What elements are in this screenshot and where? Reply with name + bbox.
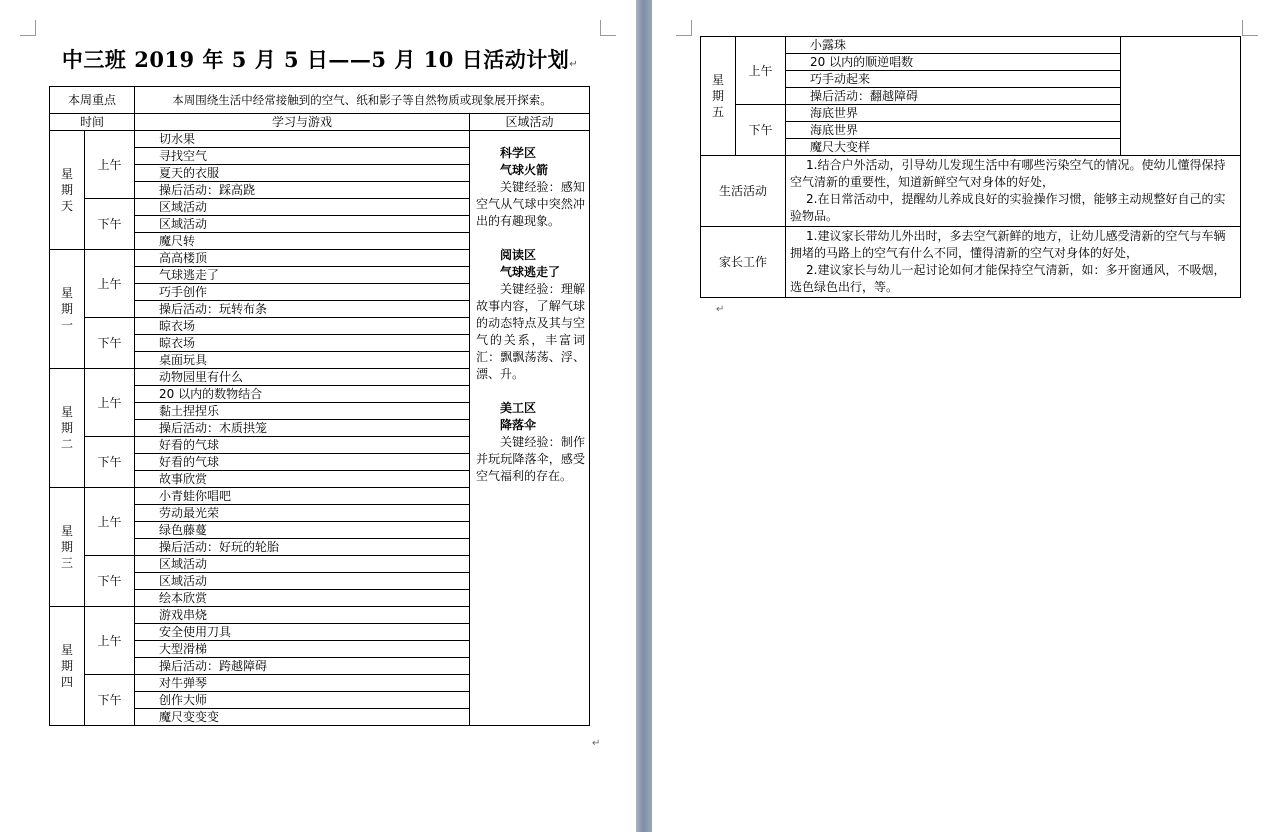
area-experience: 关键经验：感知空气从气球中突然冲出的有趣现象。 bbox=[476, 180, 586, 228]
crop-mark-top-right-2 bbox=[1242, 20, 1258, 36]
activity-cell: 对牛弹琴 bbox=[135, 675, 470, 692]
crop-mark-top-left-2 bbox=[676, 20, 692, 36]
activity-cell: 操后活动：跨越障碍 bbox=[135, 658, 470, 675]
end-mark: ↵ bbox=[592, 738, 601, 749]
am-label: 上午 bbox=[85, 250, 135, 318]
parent-content bbox=[786, 227, 1241, 298]
pm-label: 下午 bbox=[85, 318, 135, 369]
crop-mark-top-left bbox=[20, 20, 36, 36]
activity-cell: 绘本欣赏 bbox=[135, 590, 470, 607]
activity-cell: 魔尺变变变 bbox=[135, 709, 470, 726]
activity-cell: 游戏串烧 bbox=[135, 607, 470, 624]
area-experience: 关键经验：制作并玩玩降落伞，感受空气福利的存在。 bbox=[476, 435, 586, 483]
activity-cell: 晾衣场 bbox=[135, 335, 470, 352]
focus-label: 本周重点 bbox=[50, 87, 135, 114]
area-activity: 降落伞 bbox=[500, 418, 537, 432]
activity-cell: 晾衣场 bbox=[135, 318, 470, 335]
area-name: 美工区 bbox=[500, 401, 537, 415]
activity-cell: 巧手创作 bbox=[135, 284, 470, 301]
activity-cell: 黏土捏捏乐 bbox=[135, 403, 470, 420]
day-label: 星 期 四 bbox=[50, 607, 85, 726]
activity-cell: 寻找空气 bbox=[135, 148, 470, 165]
activity-cell: 魔尺大变样 bbox=[786, 139, 1121, 156]
area-experience: 关键经验：理解故事内容，了解气球的动态特点及其与空气的关系，丰富词汇：飘飘荡荡、浮、漂、升。 bbox=[476, 282, 586, 381]
activity-cell: 区域活动 bbox=[135, 216, 470, 233]
table-row bbox=[50, 131, 590, 148]
spacer bbox=[476, 383, 585, 400]
end-mark-2: ↵ bbox=[716, 304, 725, 315]
area-empty-cell bbox=[1121, 37, 1241, 156]
activity-cell: 20 以内的数物结合 bbox=[135, 386, 470, 403]
table-row bbox=[701, 37, 1241, 54]
activity-cell: 劳动最光荣 bbox=[135, 505, 470, 522]
am-label: 上午 bbox=[85, 369, 135, 437]
activity-cell: 高高楼顶 bbox=[135, 250, 470, 267]
activity-cell: 巧手动起来 bbox=[786, 71, 1121, 88]
life-item-1: 1.结合户外活动，引导幼儿发现生活中有哪些污染空气的情况。使幼儿懂得保持空气清新的重要性，知道新鲜空气对身体的好处， bbox=[790, 158, 1226, 189]
spacer bbox=[476, 230, 585, 247]
activity-cell: 故事欣赏 bbox=[135, 471, 470, 488]
header-learn: 学习与游戏 bbox=[135, 114, 470, 131]
document-page-1 bbox=[0, 0, 636, 832]
pm-label: 下午 bbox=[85, 556, 135, 607]
day-label: 星 期 二 bbox=[50, 369, 85, 488]
life-item-2: 2.在日常活动中，提醒幼儿养成良好的实验操作习惯，能够主动规整好自己的实验物品。 bbox=[790, 192, 1226, 223]
activity-cell: 切水果 bbox=[135, 131, 470, 148]
activity-cell: 动物园里有什么 bbox=[135, 369, 470, 386]
parent-item-1: 1.建议家长带幼儿外出时，多去空气新鲜的地方，让幼儿感受清新的空气与车辆拥堵的马路上的空气有什么不同，懂得清新的空气对身体的好处， bbox=[790, 229, 1226, 260]
area-activity: 气球火箭 bbox=[500, 163, 549, 177]
document-title: 中三班 2019 年 5 月 5 日——5 月 10 日活动计划 ↵ bbox=[50, 44, 590, 74]
day-label: 星 期 天 bbox=[50, 131, 85, 250]
activity-cell: 区域活动 bbox=[135, 573, 470, 590]
parent-item-2: 2.建议家长与幼儿一起讨论如何才能保持空气清新，如：多开窗通风，不吸烟，选色绿色出行，等。 bbox=[790, 263, 1226, 294]
activity-cell: 好看的气球 bbox=[135, 437, 470, 454]
activity-cell: 操后活动：踩高跷 bbox=[135, 182, 470, 199]
day-label: 星 期 三 bbox=[50, 488, 85, 607]
activity-cell: 魔尺转 bbox=[135, 233, 470, 250]
plan-table bbox=[49, 86, 590, 726]
activity-cell: 海底世界 bbox=[786, 122, 1121, 139]
area-name: 阅读区 bbox=[500, 248, 537, 262]
activity-cell: 好看的气球 bbox=[135, 454, 470, 471]
am-label: 上午 bbox=[85, 488, 135, 556]
activity-cell: 气球逃走了 bbox=[135, 267, 470, 284]
plan-table-continued bbox=[700, 36, 1241, 298]
document-page-2 bbox=[652, 0, 1280, 832]
activity-cell: 创作大师 bbox=[135, 692, 470, 709]
area-name: 科学区 bbox=[500, 146, 537, 160]
crop-mark-top-right bbox=[600, 20, 616, 36]
activity-cell: 操后活动：木质拱笼 bbox=[135, 420, 470, 437]
activity-cell: 区域活动 bbox=[135, 556, 470, 573]
am-label: 上午 bbox=[85, 607, 135, 675]
am-label: 上午 bbox=[736, 37, 786, 105]
pm-label: 下午 bbox=[736, 105, 786, 156]
am-label: 上午 bbox=[85, 131, 135, 199]
area-activity: 气球逃走了 bbox=[500, 265, 561, 279]
life-content bbox=[786, 156, 1241, 227]
activity-cell: 操后活动：翻越障碍 bbox=[786, 88, 1121, 105]
day-label: 星 期 一 bbox=[50, 250, 85, 369]
activity-cell: 操后活动：玩转布条 bbox=[135, 301, 470, 318]
page-gap bbox=[636, 0, 652, 832]
pm-label: 下午 bbox=[85, 675, 135, 726]
activity-cell: 绿色藤蔓 bbox=[135, 522, 470, 539]
day-label: 星 期 五 bbox=[701, 37, 736, 156]
parent-label: 家长工作 bbox=[701, 227, 786, 298]
activity-cell: 大型滑梯 bbox=[135, 641, 470, 658]
focus-text: 本周围绕生活中经常接触到的空气、纸和影子等自然物质或现象展开探索。 bbox=[135, 87, 590, 114]
life-label: 生活活动 bbox=[701, 156, 786, 227]
activity-cell: 桌面玩具 bbox=[135, 352, 470, 369]
pm-label: 下午 bbox=[85, 199, 135, 250]
activity-cell: 安全使用刀具 bbox=[135, 624, 470, 641]
header-area: 区域活动 bbox=[470, 114, 590, 131]
area-activities bbox=[470, 131, 590, 726]
activity-cell: 海底世界 bbox=[786, 105, 1121, 122]
activity-cell: 20 以内的顺逆唱数 bbox=[786, 54, 1121, 71]
activity-cell: 小露珠 bbox=[786, 37, 1121, 54]
activity-cell: 夏天的衣服 bbox=[135, 165, 470, 182]
header-time: 时间 bbox=[50, 114, 135, 131]
activity-cell: 区域活动 bbox=[135, 199, 470, 216]
activity-cell: 小青蛙你唱吧 bbox=[135, 488, 470, 505]
activity-cell: 操后活动：好玩的轮胎 bbox=[135, 539, 470, 556]
pm-label: 下午 bbox=[85, 437, 135, 488]
